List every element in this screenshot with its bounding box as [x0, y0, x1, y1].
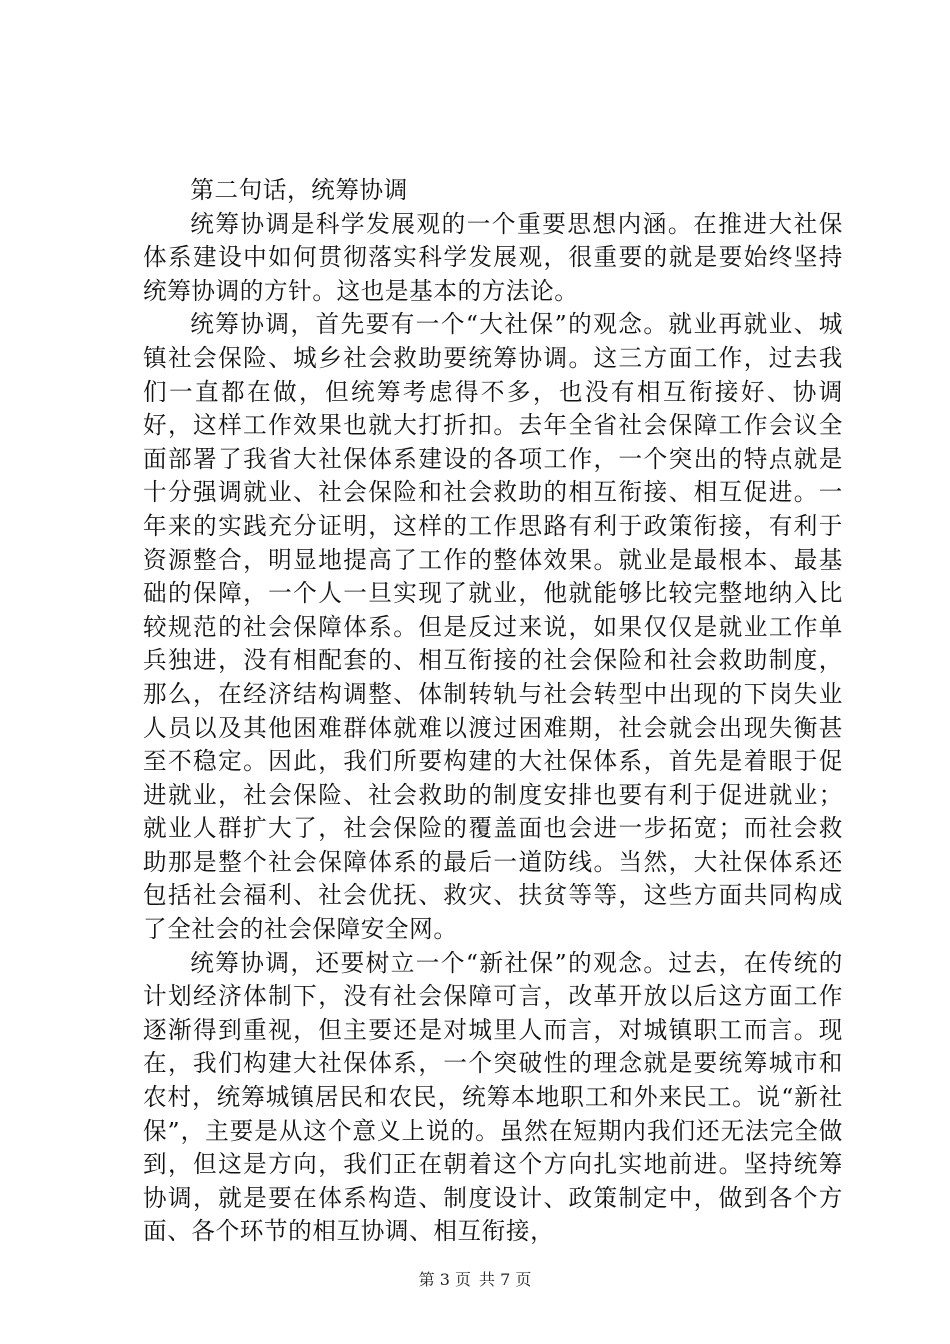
page-total: 共 7 页 [479, 1270, 532, 1289]
section-heading: 第二句话，统筹协调 [190, 176, 408, 204]
document-body [143, 174, 843, 1249]
page-footer [0, 1270, 950, 1290]
paragraph-1: 统筹协调是科学发展观的一个重要思想内涵。在推进大社保体系建设中如何贯彻落实科学发展观，很重要的就是要始终坚持统筹协调的方针。这也是基本的方法论。 [143, 209, 843, 305]
page-number: 第 3 页 [418, 1270, 471, 1289]
paragraph-2: 统筹协调，首先要有一个“大社保”的观念。就业再就业、城镇社会保险、城乡社会救助要统筹协调。这三方面工作，过去我们一直都在做，但统筹考虑得不多，也没有相互衔接好、协调好，这样工作效果也就大打折扣。去年全省社会保障工作会议全面部署了我省大社保体系建设的各项工作，一个突出的特点就是十分强调就业、社会保险和社会救助的相互衔接、相互促进。一年来的实践充分证明，这样的工作思路有利于政策衔接，有利于资源整合，明显地提高了工作的整体效果。就业是最根本、最基础的保障，一个人一旦实现了就业，他就能够比较完整地纳入比较规范的社会保障体系。但是反过来说，如果仅仅是就业工作单兵独进，没有相配套的、相互衔接的社会保险和社会救助制度，那么，在经济结构调整、体制转轨与社会转型中出现的下岗失业人员以及其他困难群体就难以渡过困难期，社会就会出现失衡甚至不稳定。因此，我们所要构建的大社保体系，首先是着眼于促进就业，社会保险、社会救助的制度安排也要有利于促进就业；就业人群扩大了，社会保险的覆盖面也会进一步拓宽；而社会救助那是整个社会保障体系的最后一道防线。当然，大社保体系还包括社会福利、社会优抚、救灾、扶贫等等，这些方面共同构成了全社会的社会保障安全网。 [143, 310, 843, 944]
paragraph-3: 统筹协调，还要树立一个“新社保”的观念。过去，在传统的计划经济体制下，没有社会保障可言，改革开放以后这方面工作逐渐得到重视，但主要还是对城里人而言，对城镇职工而言。现在，我们构建大社保体系，一个突破性的理念就是要统筹城市和农村，统筹城镇居民和农民，统筹本地职工和外来民工。说“新社保”，主要是从这个意义上说的。虽然在短期内我们还无法完全做到，但这是方向，我们正在朝着这个方向扎实地前进。坚持统筹协调，就是要在体系构造、制度设计、政策制定中，做到各个方面、各个环节的相互协调、相互衔接， [143, 948, 843, 1246]
